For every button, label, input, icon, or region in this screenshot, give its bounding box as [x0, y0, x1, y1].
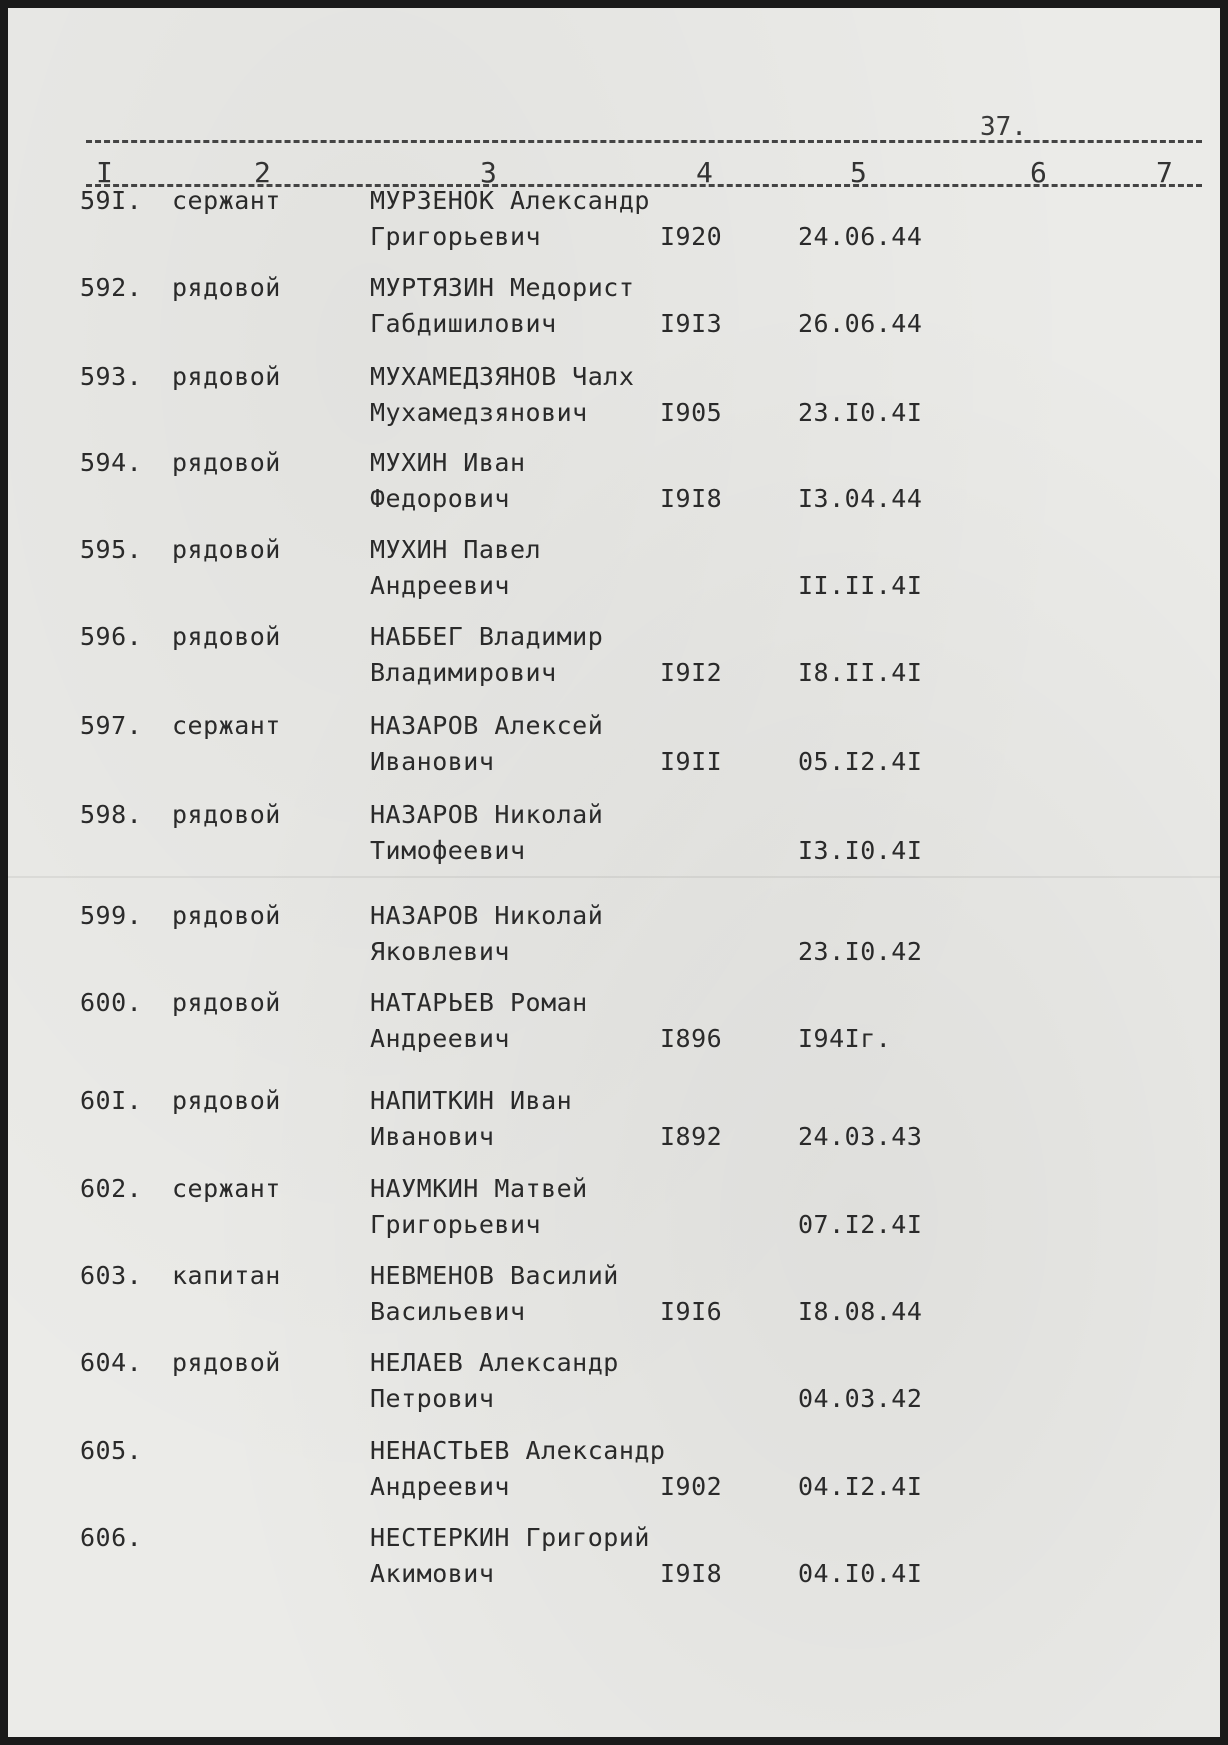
- record-birth-year: I9I3: [660, 309, 723, 338]
- record-number: 59I.: [80, 186, 143, 215]
- record-rank: рядовой: [172, 535, 281, 564]
- record-patronymic: Тимофеевич: [370, 836, 526, 865]
- record-date: II.II.4I: [798, 571, 923, 600]
- record-patronymic: Яковлевич: [370, 937, 510, 966]
- record-surname-name: МУХАМЕДЗЯНОВ Чалх: [370, 362, 635, 391]
- record-date: 23.I0.4I: [798, 398, 923, 427]
- record-surname-name: НАББЕГ Владимир: [370, 622, 604, 651]
- record-birth-year: I9II: [660, 747, 723, 776]
- record-rank: рядовой: [172, 901, 281, 930]
- record-date: 04.I0.4I: [798, 1559, 923, 1588]
- record-rank: рядовой: [172, 800, 281, 829]
- record-rank: рядовой: [172, 1086, 281, 1115]
- record-number: 604.: [80, 1348, 143, 1377]
- record-date: 05.I2.4I: [798, 747, 923, 776]
- record-date: 24.06.44: [798, 222, 923, 251]
- record-birth-year: I9I2: [660, 658, 723, 687]
- record-patronymic: Федорович: [370, 484, 510, 513]
- page-number: 37.: [980, 112, 1027, 142]
- record-patronymic: Габдишилович: [370, 309, 557, 338]
- record-number: 600.: [80, 988, 143, 1017]
- record-rank: рядовой: [172, 622, 281, 651]
- record-surname-name: МУРЗЕНОК Александр: [370, 186, 650, 215]
- record-rank: сержант: [172, 1174, 281, 1203]
- record-number: 599.: [80, 901, 143, 930]
- record-surname-name: НАПИТКИН Иван: [370, 1086, 573, 1115]
- record-birth-year: I9I8: [660, 1559, 723, 1588]
- record-patronymic: Акимович: [370, 1559, 495, 1588]
- record-date: I3.04.44: [798, 484, 923, 513]
- record-surname-name: НАЗАРОВ Николай: [370, 901, 604, 930]
- record-birth-year: I905: [660, 398, 723, 427]
- record-birth-year: I9I8: [660, 484, 723, 513]
- record-patronymic: Петрович: [370, 1384, 495, 1413]
- record-patronymic: Иванович: [370, 747, 495, 776]
- record-patronymic: Мухамедзянович: [370, 398, 588, 427]
- record-date: 26.06.44: [798, 309, 923, 338]
- record-patronymic: Григорьевич: [370, 1210, 542, 1239]
- record-rank: рядовой: [172, 448, 281, 477]
- record-patronymic: Андреевич: [370, 1472, 510, 1501]
- record-rank: рядовой: [172, 988, 281, 1017]
- record-birth-year: I892: [660, 1122, 723, 1151]
- record-number: 592.: [80, 273, 143, 302]
- record-date: I8.II.4I: [798, 658, 923, 687]
- record-patronymic: Иванович: [370, 1122, 495, 1151]
- record-rank: капитан: [172, 1261, 281, 1290]
- col-header-7: 7: [1156, 156, 1173, 189]
- col-header-1: I: [96, 156, 113, 189]
- record-surname-name: НАЗАРОВ Алексей: [370, 711, 604, 740]
- record-surname-name: НАЗАРОВ Николай: [370, 800, 604, 829]
- record-rank: рядовой: [172, 362, 281, 391]
- record-rank: рядовой: [172, 273, 281, 302]
- record-surname-name: МУХИН Павел: [370, 535, 542, 564]
- record-number: 596.: [80, 622, 143, 651]
- record-date: 07.I2.4I: [798, 1210, 923, 1239]
- record-rank: рядовой: [172, 1348, 281, 1377]
- record-patronymic: Владимирович: [370, 658, 557, 687]
- record-date: I8.08.44: [798, 1297, 923, 1326]
- record-surname-name: НЕЛАЕВ Александр: [370, 1348, 619, 1377]
- record-number: 602.: [80, 1174, 143, 1203]
- col-header-4: 4: [696, 156, 713, 189]
- record-birth-year: I896: [660, 1024, 723, 1053]
- record-date: 04.03.42: [798, 1384, 923, 1413]
- record-number: 593.: [80, 362, 143, 391]
- record-surname-name: МУХИН Иван: [370, 448, 526, 477]
- record-birth-year: I920: [660, 222, 723, 251]
- record-number: 595.: [80, 535, 143, 564]
- record-surname-name: НАУМКИН Матвей: [370, 1174, 588, 1203]
- record-date: I3.I0.4I: [798, 836, 923, 865]
- record-number: 60I.: [80, 1086, 143, 1115]
- record-birth-year: I9I6: [660, 1297, 723, 1326]
- col-header-5: 5: [850, 156, 867, 189]
- record-surname-name: МУРТЯЗИН Медорист: [370, 273, 635, 302]
- record-birth-year: I902: [660, 1472, 723, 1501]
- record-patronymic: Григорьевич: [370, 222, 542, 251]
- col-header-2: 2: [254, 156, 271, 189]
- document-page: [8, 8, 1220, 1737]
- record-number: 605.: [80, 1436, 143, 1465]
- record-surname-name: НЕВМЕНОВ Василий: [370, 1261, 619, 1290]
- record-number: 603.: [80, 1261, 143, 1290]
- record-date: I94Iг.: [798, 1024, 892, 1053]
- record-surname-name: НАТАРЬЕВ Роман: [370, 988, 588, 1017]
- record-patronymic: Васильевич: [370, 1297, 526, 1326]
- record-date: 24.03.43: [798, 1122, 923, 1151]
- col-header-3: 3: [480, 156, 497, 189]
- record-number: 594.: [80, 448, 143, 477]
- record-number: 598.: [80, 800, 143, 829]
- record-number: 606.: [80, 1523, 143, 1552]
- record-patronymic: Андреевич: [370, 1024, 510, 1053]
- record-surname-name: НЕНАСТЬЕВ Александр: [370, 1436, 666, 1465]
- record-rank: сержант: [172, 711, 281, 740]
- record-number: 597.: [80, 711, 143, 740]
- record-rank: сержант: [172, 186, 281, 215]
- record-date: 04.I2.4I: [798, 1472, 923, 1501]
- col-header-6: 6: [1030, 156, 1047, 189]
- record-date: 23.I0.42: [798, 937, 923, 966]
- record-surname-name: НЕСТЕРКИН Григорий: [370, 1523, 650, 1552]
- fold-crease: [8, 876, 1220, 878]
- header-rule-top: [86, 140, 1202, 143]
- record-patronymic: Андреевич: [370, 571, 510, 600]
